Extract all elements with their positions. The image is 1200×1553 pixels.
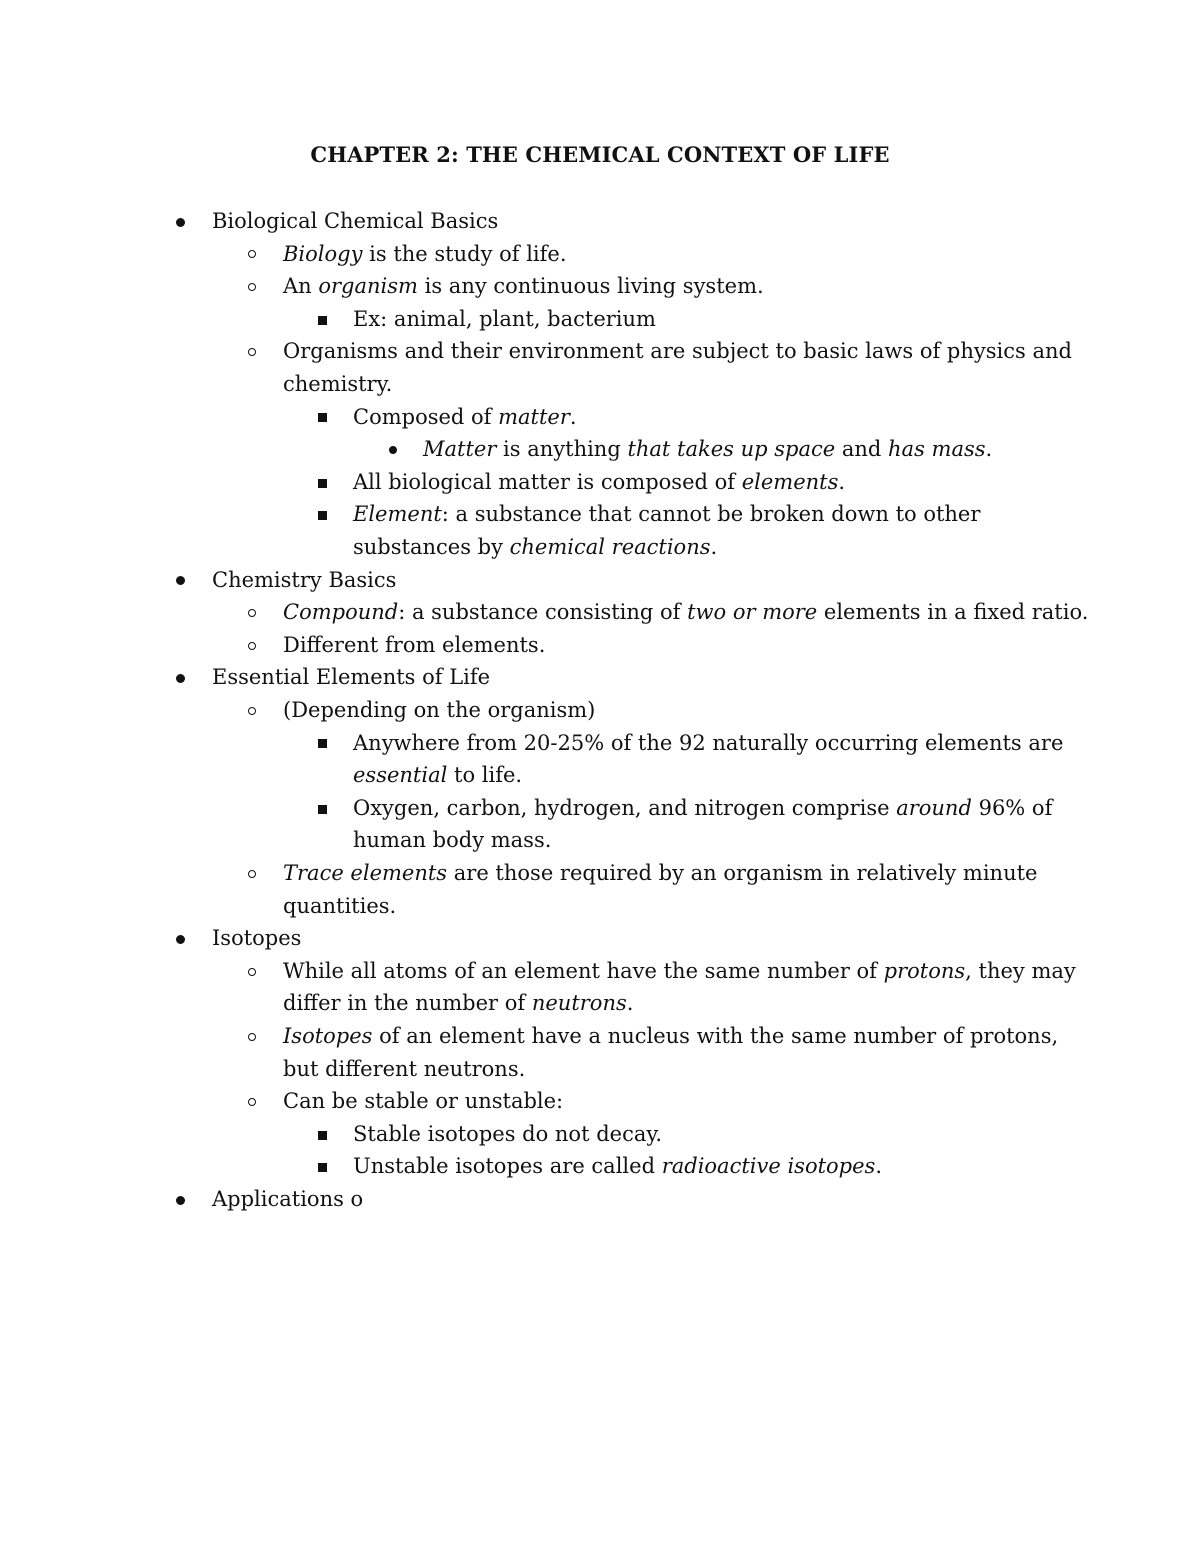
- list-item-continuation: [283, 1053, 525, 1086]
- emphasized-text: radioactive isotopes: [661, 1154, 876, 1179]
- bullet-circle-icon: [248, 642, 256, 650]
- list-item-continuation: [283, 987, 633, 1020]
- text-segment: is the study of life.: [362, 241, 567, 266]
- list-item-continuation: [283, 368, 392, 401]
- bullet-disc-icon: [176, 218, 185, 227]
- text-segment: Isotopes: [212, 926, 302, 951]
- list-item-continuation: [353, 531, 717, 564]
- text-segment: .: [838, 469, 846, 494]
- emphasized-text: Compound: [283, 600, 399, 625]
- list-item: [353, 1118, 662, 1151]
- emphasized-text: around: [896, 795, 972, 820]
- emphasized-text: elements: [741, 469, 839, 494]
- text-segment: Organisms and their environment are subject to basic laws of physics and: [283, 339, 1072, 364]
- list-item: [353, 498, 980, 531]
- emphasized-text: Element: [353, 502, 442, 527]
- text-segment: .: [710, 535, 718, 559]
- bullet-dot-icon: [389, 446, 397, 454]
- list-item-continuation: [353, 759, 522, 792]
- bullet-square-icon: [318, 805, 327, 814]
- text-segment: Essential Elements of Life: [212, 665, 491, 690]
- list-item: [283, 238, 567, 271]
- emphasized-text: neutrons: [531, 991, 627, 1016]
- text-segment: is any continuous living system.: [417, 274, 764, 299]
- text-segment: Chemistry Basics: [212, 567, 397, 592]
- text-segment: elements in a fixed ratio.: [817, 600, 1089, 625]
- text-segment: but different neutrons.: [283, 1056, 526, 1081]
- list-item: [353, 303, 656, 336]
- text-segment: .: [626, 991, 634, 1016]
- emphasized-text: Isotopes: [283, 1024, 373, 1048]
- bullet-square-icon: [318, 479, 327, 488]
- bullet-circle-icon: [248, 870, 256, 878]
- list-item: [353, 466, 845, 499]
- list-item: [283, 1020, 1058, 1053]
- list-item-continuation: [283, 890, 396, 923]
- text-segment: Stable isotopes do not decay.: [353, 1121, 663, 1146]
- bullet-disc-icon: [176, 674, 185, 683]
- text-segment: Ex: animal, plant, bacterium: [353, 306, 656, 331]
- list-item: [283, 694, 595, 727]
- list-item: [353, 1150, 882, 1183]
- text-segment: is anything: [496, 437, 628, 462]
- text-segment: quantities.: [283, 893, 397, 918]
- text-segment: Different from elements.: [283, 632, 546, 657]
- list-item: [283, 857, 1037, 890]
- bullet-disc-icon: [176, 935, 185, 944]
- text-segment: All biological matter is composed of: [353, 469, 742, 494]
- list-item: [283, 335, 1072, 368]
- list-item: [283, 1085, 563, 1118]
- text-segment: Anywhere from 20-25% of the 92 naturally occurring elements are: [353, 730, 1064, 755]
- bullet-square-icon: [318, 511, 327, 520]
- text-segment: Can be stable or unstable:: [283, 1089, 564, 1114]
- bullet-circle-icon: [248, 1033, 256, 1041]
- emphasized-text: that takes up space: [627, 437, 836, 462]
- bullet-circle-icon: [248, 283, 256, 291]
- list-item: [212, 205, 498, 238]
- list-item: [353, 727, 1063, 760]
- bullet-square-icon: [318, 739, 327, 748]
- text-segment: .: [875, 1154, 883, 1179]
- text-segment: (Depending on the organism): [283, 698, 596, 722]
- list-item: [353, 401, 577, 434]
- text-segment: 96% of: [971, 795, 1053, 820]
- text-segment: Applications o: [212, 1187, 364, 1211]
- emphasized-text: two or more: [687, 600, 818, 625]
- list-item: [283, 270, 764, 303]
- text-segment: differ in the number of: [283, 991, 532, 1016]
- bullet-circle-icon: [248, 968, 256, 976]
- bullet-disc-icon: [176, 1196, 185, 1205]
- list-item: [212, 922, 301, 955]
- text-segment: Unstable isotopes are called: [353, 1154, 662, 1179]
- bullet-square-icon: [318, 1131, 327, 1140]
- text-segment: Composed of: [353, 404, 499, 429]
- emphasized-text: Trace elements: [283, 861, 448, 885]
- page-title: CHAPTER 2: THE CHEMICAL CONTEXT OF LIFE: [310, 142, 890, 167]
- emphasized-text: organism: [318, 274, 418, 299]
- bullet-square-icon: [318, 316, 327, 325]
- text-segment: substances by: [353, 535, 510, 559]
- emphasized-text: has mass: [888, 437, 986, 462]
- text-segment: of an element have a nucleus with the same number of protons,: [372, 1024, 1059, 1048]
- emphasized-text: matter: [498, 404, 570, 429]
- bullet-disc-icon: [176, 576, 185, 585]
- text-segment: : a substance consisting of: [398, 600, 688, 625]
- list-item-continuation: [353, 824, 551, 857]
- emphasized-text: chemical reactions: [509, 535, 711, 559]
- list-item: [212, 1183, 363, 1216]
- text-segment: .: [985, 437, 993, 462]
- text-segment: and: [835, 437, 889, 462]
- bullet-circle-icon: [248, 707, 256, 715]
- emphasized-text: Biology: [283, 241, 363, 266]
- list-item: [212, 661, 490, 694]
- list-item: [353, 792, 1052, 825]
- text-segment: While all atoms of an element have the same number of: [283, 958, 884, 983]
- text-segment: , they may: [965, 958, 1076, 983]
- list-item: [283, 596, 1088, 629]
- list-item: [423, 433, 992, 466]
- list-item: [212, 564, 396, 597]
- text-segment: human body mass.: [353, 828, 552, 853]
- text-segment: An: [283, 274, 319, 299]
- text-segment: Biological Chemical Basics: [212, 209, 499, 233]
- bullet-circle-icon: [248, 1098, 256, 1106]
- text-segment: to life.: [447, 763, 523, 788]
- emphasized-text: Matter: [423, 437, 497, 462]
- emphasized-text: essential: [353, 763, 448, 788]
- list-item: [283, 955, 1076, 988]
- text-segment: are those required by an organism in relatively minute: [447, 861, 1038, 885]
- list-item: [283, 629, 545, 662]
- text-segment: : a substance that cannot be broken down to other: [441, 502, 981, 527]
- bullet-circle-icon: [248, 348, 256, 356]
- bullet-square-icon: [318, 413, 327, 422]
- bullet-circle-icon: [248, 250, 256, 258]
- text-segment: chemistry.: [283, 372, 393, 396]
- bullet-square-icon: [318, 1163, 327, 1172]
- text-segment: .: [569, 404, 577, 429]
- text-segment: Oxygen, carbon, hydrogen, and nitrogen comprise: [353, 795, 897, 820]
- emphasized-text: protons: [883, 958, 966, 983]
- bullet-circle-icon: [248, 609, 256, 617]
